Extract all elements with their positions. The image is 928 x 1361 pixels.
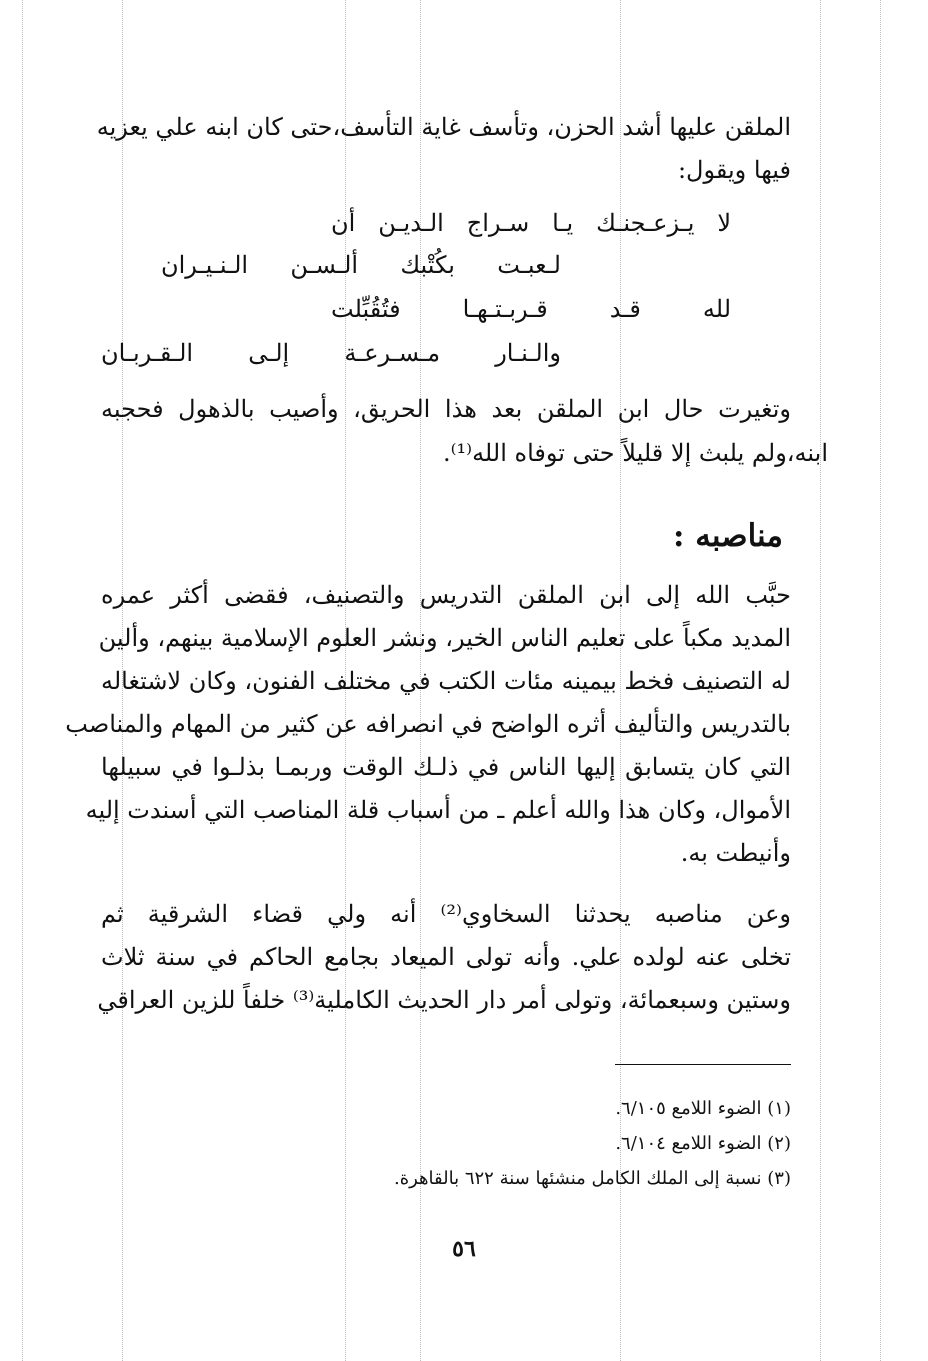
- poem-word: مـسـرعـة: [344, 339, 441, 367]
- paragraph1-line: الملقن عليها أشد الحزن، وتأسف غاية التأسف،حتى كان ابنه علي يعزيه: [96, 113, 791, 141]
- paragraph4-line: وستين وسبعمائة، وتولى أمر دار الحديث الكاملية⁽³⁾ خلفاً للزين العراقي: [97, 986, 791, 1014]
- poem-word: يـا: [552, 209, 574, 237]
- poem-word: الـنـيـران: [161, 251, 249, 279]
- paragraph3-line: حبَّب الله إلى ابن الملقن التدريس والتصنيف، فقضى أكثر عمره: [101, 581, 791, 609]
- paragraph1-line: فيها ويقول:: [677, 156, 791, 184]
- poem-line-3: [331, 292, 731, 326]
- poem-word: الـديـن: [378, 209, 444, 237]
- poem-word: قـد: [609, 295, 641, 323]
- poem-line-4: [101, 336, 561, 370]
- scan-guide-line: [820, 0, 821, 1361]
- scan-guide-line: [22, 0, 23, 1361]
- scan-guide-line: [880, 0, 881, 1361]
- poem-word: إلـى: [248, 339, 290, 367]
- paragraph4-line: وعن مناصبه يحدثنا السخاوي⁽²⁾ أنه ولي قضاء الشرقية ثم: [101, 900, 791, 928]
- paragraph3-line: بالتدريس والتأليف أثره الواضح في انصرافه عن كثير من المهام والمناصب: [65, 710, 791, 738]
- poem-word: الـقـربـان: [101, 339, 194, 367]
- footnote-separator: [615, 1064, 791, 1065]
- section-heading: مناصبه :: [673, 518, 783, 554]
- footnote: (١) الضوء اللامع ٦/١٠٥.: [615, 1098, 791, 1119]
- paragraph3-line: له التصنيف فخط بيمينه مئات الكتب في مختلف الفنون، وكان لاشتغاله: [101, 667, 791, 695]
- poem-word: فتُقُبِّلت: [331, 295, 401, 323]
- poem-word: يـزعـجنـك: [596, 209, 695, 237]
- poem-word: لا: [717, 209, 731, 237]
- poem-line-2: [161, 248, 561, 282]
- page-number: ٥٦: [452, 1236, 476, 1262]
- poem-word: لله: [702, 295, 731, 323]
- paragraph4-line: تخلى عنه لولده علي. وأنه تولى الميعاد بجامع الحاكم في سنة ثلاث: [101, 943, 791, 971]
- poem-line-1: [331, 206, 731, 240]
- footnote: (٣) نسبة إلى الملك الكامل منشئها سنة ٦٢٢ بالقاهرة.: [393, 1168, 791, 1189]
- paragraph3-line: المديد مكباً على تعليم الناس الخير، ونشر العلوم الإسلامية بينهم، وألين: [98, 624, 791, 652]
- poem-word: قـربـتـهـا: [462, 295, 548, 323]
- poem-word: لـعبـت: [497, 251, 561, 279]
- paragraph3-line: التي كان يتسابق إليها الناس في ذلـك الوقت وربمـا بذلـوا في سبيلها: [101, 753, 791, 781]
- paragraph3-line: الأموال، وكان هذا والله أعلم ـ من أسباب قلة المناصب التي أسندت إليه: [85, 796, 791, 824]
- paragraph2-line: ابنه،ولم يلبث إلا قليلاً حتى توفاه الله⁽¹⁾.: [443, 439, 828, 467]
- paragraph3-line: وأنيطت به.: [680, 839, 791, 867]
- poem-word: سـراج: [466, 209, 530, 237]
- paragraph2-line: وتغيرت حال ابن الملقن بعد هذا الحريق، وأصيب بالذهول فحجبه: [101, 395, 791, 423]
- poem-word: أن: [331, 209, 356, 237]
- poem-word: ألـسـن: [290, 251, 359, 279]
- poem-word: بكُتْبك: [400, 251, 455, 279]
- poem-word: والـنـار: [495, 339, 561, 367]
- footnote: (٢) الضوء اللامع ٦/١٠٤.: [615, 1133, 791, 1154]
